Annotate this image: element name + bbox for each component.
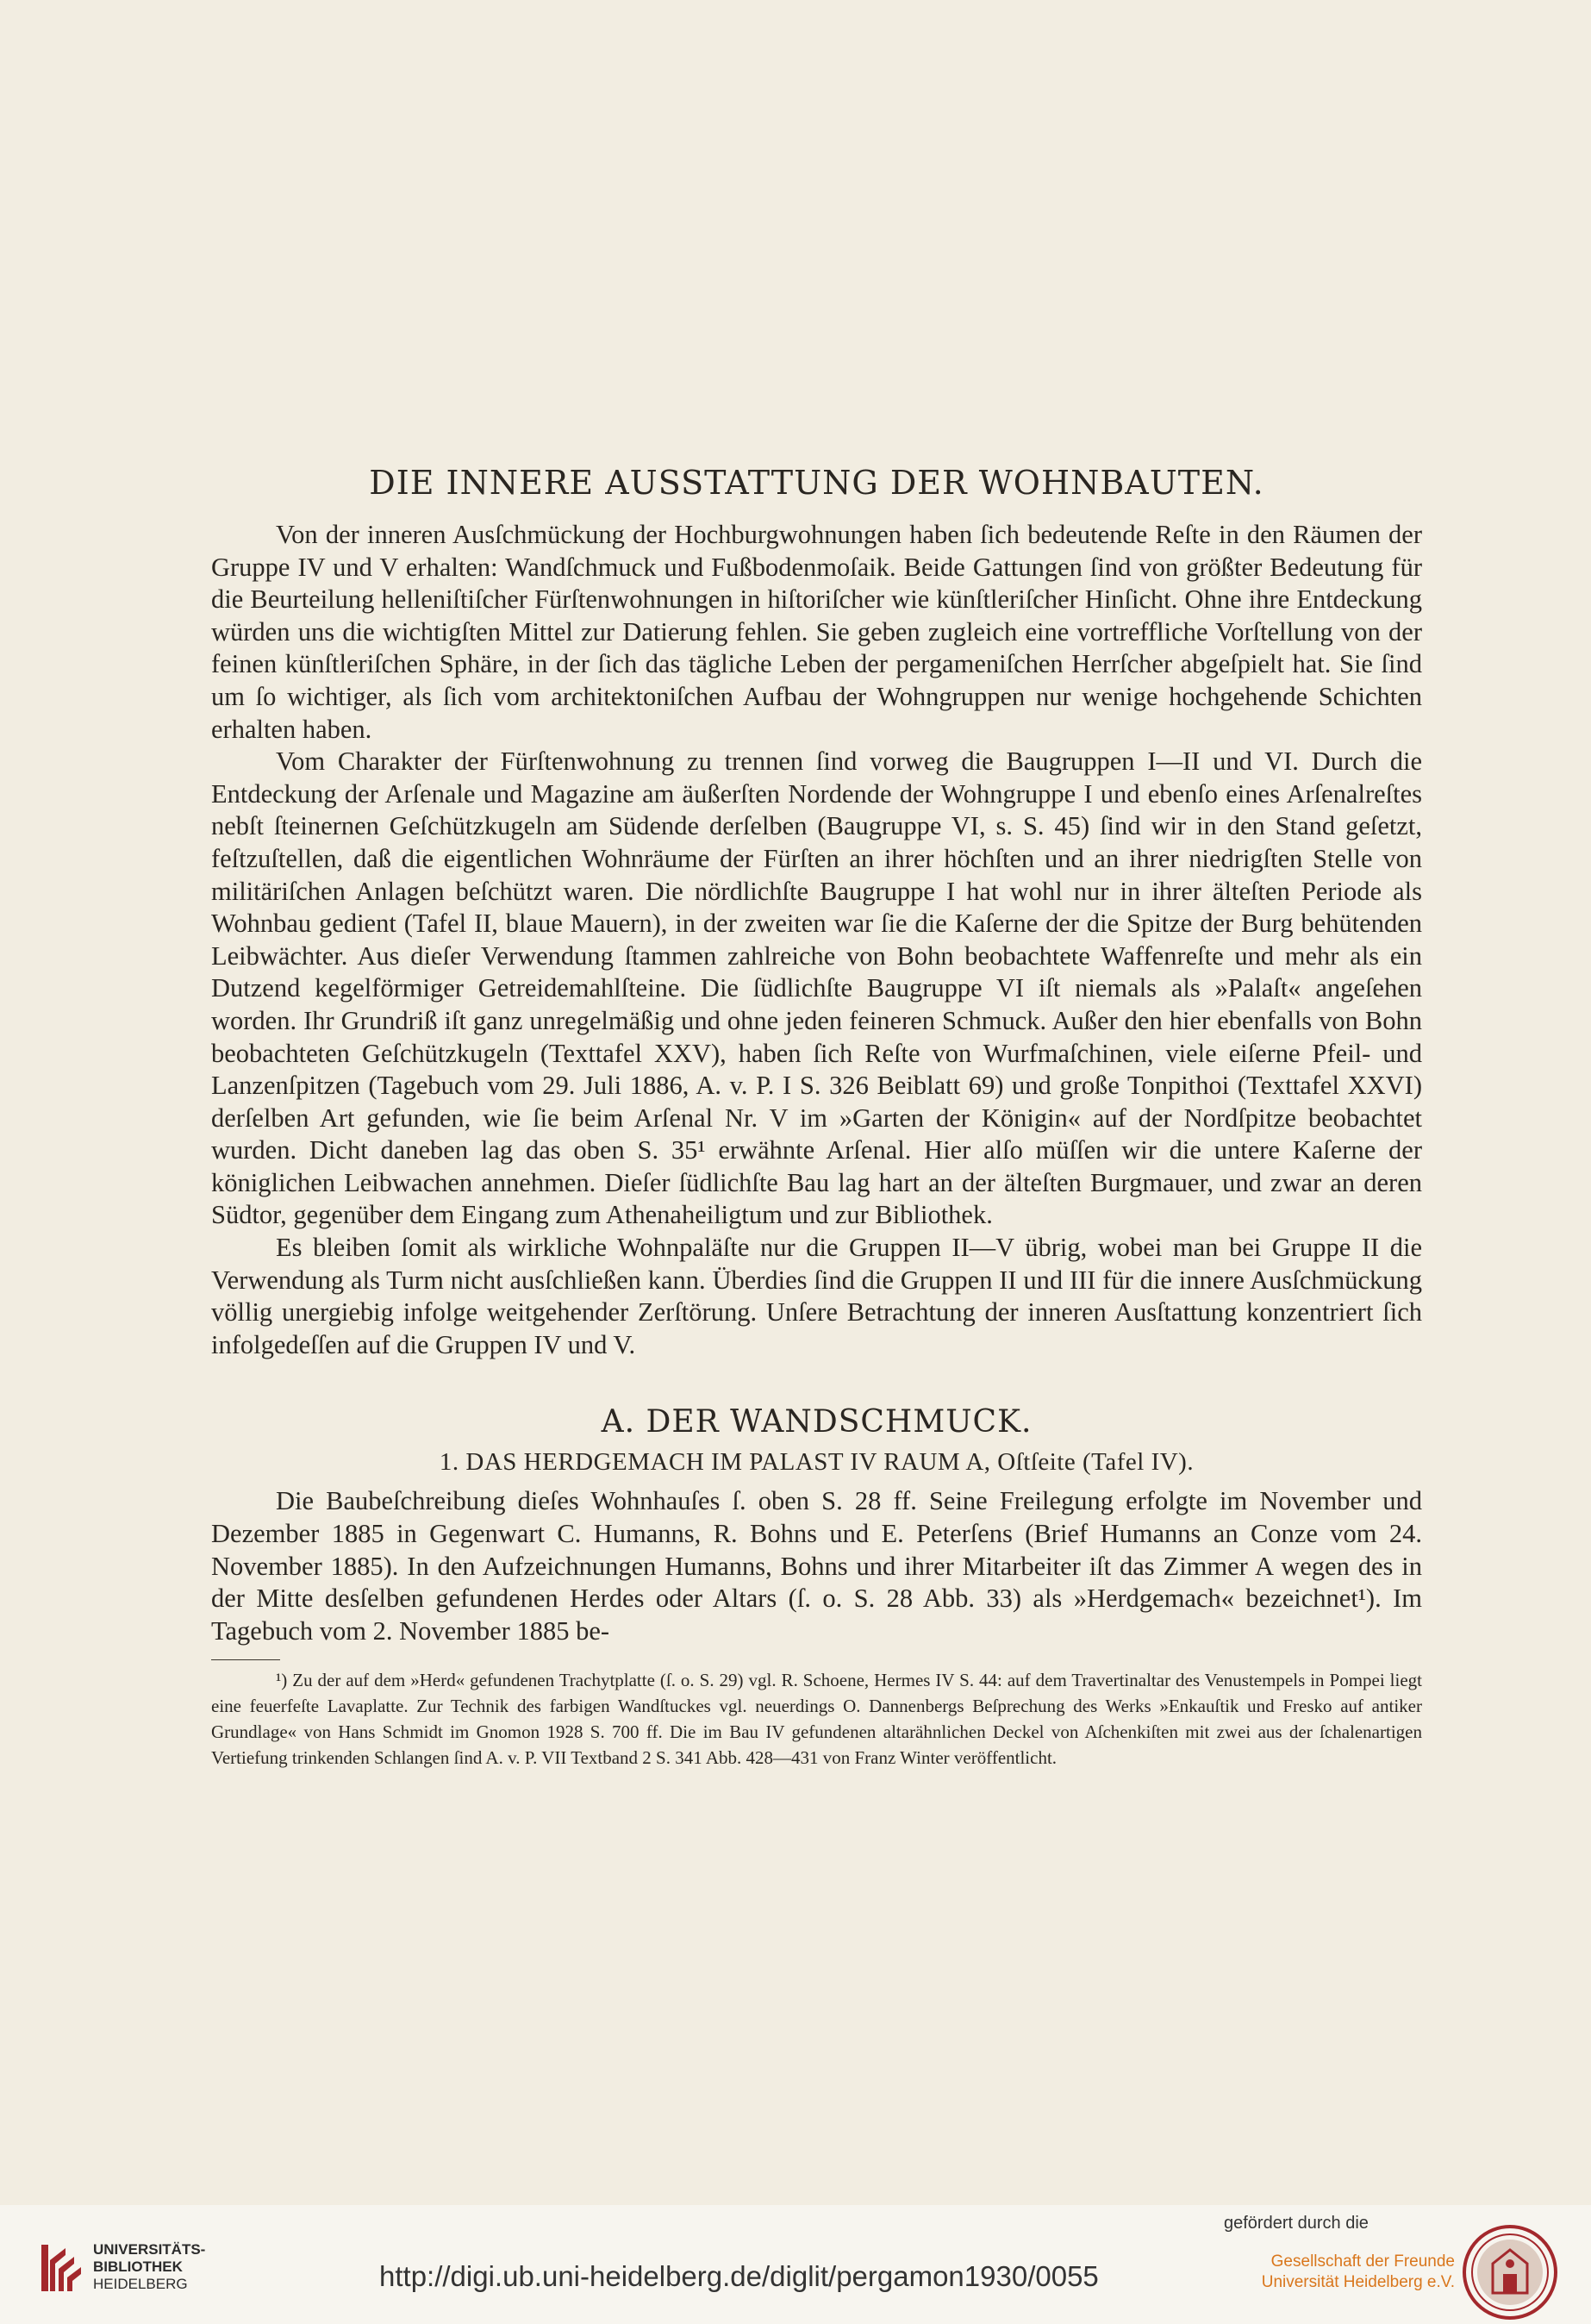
society-name-line2: Universität Heidelberg e.V. (1261, 2273, 1455, 2291)
library-name-line3: HEIDELBERG (93, 2276, 188, 2292)
university-seal-icon (1462, 2224, 1558, 2321)
footnote-divider (211, 1659, 280, 1660)
subsection-title: 1. DAS HERDGEMACH IM PALAST IV RAUM A, Oſtſeite (Tafel IV). (439, 1448, 1195, 1477)
paragraph-2: Vom Charakter der Fürſtenwohnung zu trennen ſind vorweg die Baugruppen I—II und VI. Durch die Entdeckung der Arſenale und Magazine am äußerſten Nordende der Wohngruppe I und ebenſo eines Arſenalreſtes nebſt ſteinernen Geſchützkugeln am Südende derſelben (Baugruppe VI, s. S. 45) ſind wir in den Stand geſetzt, feſtzuſtellen, daß die eigentlichen Wohnräume der Fürſten an ihrer höchſten und an ihrer niedrigſten Stelle von militäriſchen Anlagen beſchützt waren. Die nördlichſte Baugruppe I hat wohl nur in ihrer älteſten Periode als Wohnbau gedient (Tafel II, blaue Mauern), in der zweiten war ſie die Kaſerne der die Spitze der Burg behütenden Leibwächter. Aus dieſer Verwendung ſtammen zahlreiche von Bohn beobachtete Waffenreſte und mehr als ein Dutzend kegelförmiger Getreidemahlſteine. Die ſüdlichſte Baugruppe VI iſt niemals als »Palaſt« angeſehen worden. Ihr Grundriß iſt ganz unregelmäßig und ohne jeden feineren Schmuck. Außer den hier ebenfalls von Bohn beobachteten Geſchützkugeln (Texttafel XXV), haben ſich Reſte von Wurfmaſchinen, viele eiſerne Pfeil- und Lanzenſpitzen (Tagebuch vom 29. Juli 1886, A. v. P. I S. 326 Beiblatt 69) und große Tonpithoi (Texttafel XXVI) derſelben Art gefunden, wie ſie beim Arſenal Nr. V im »Garten der Königin« auf der Nordſpitze beobachtet wurden. Dicht daneben lag das oben S. 35¹ erwähnte Arſenal. Hier alſo müſſen wir die untere Kaſerne der königlichen Leibwachen annehmen. Dieſer ſüdlichſte Bau lag hart an der älteſten Burgmauer, und zwar an deren Südtor, gegenüber dem Eingang zum Athenaheiligtum und zur Bibliothek. (211, 747, 1422, 1230)
digital-url-link[interactable]: http://digi.ub.uni-heidelberg.de/diglit/pergamon1930/0055 (379, 2260, 1099, 2292)
society-name (1196, 2252, 1455, 2293)
library-logo-icon (40, 2241, 83, 2295)
library-name-line2: BIBLIOTHEK (93, 2258, 183, 2275)
library-name-line1: UNIVERSITÄTS- (93, 2241, 206, 2258)
funded-by-label: gefördert durch die (1224, 2214, 1369, 2233)
section-title: A. DER WANDSCHMUCK. (601, 1404, 1033, 1440)
paragraph-3: Es bleiben ſomit als wirkliche Wohnpaläſte nur die Gruppen II—V übrig, wobei man bei Gruppe II die Verwendung als Turm nicht ausſchließen kann. Überdies ſind die Gruppen II und III für die innere Ausſchmückung völlig unergiebig infolge weitgehender Zerſtörung. Unſere Betrachtung der inneren Ausſtattung konzentriert ſich infolgedeſſen auf die Gruppen IV und V. (211, 1233, 1422, 1359)
paragraph-1: Von der inneren Ausſchmückung der Hochburgwohnungen haben ſich bedeutende Reſte in den Räumen der Gruppe IV und V erhalten: Wandſchmuck und Fußbodenmoſaik. Beide Gattungen ſind von größter Bedeutung für die Beurteilung helleniſtiſcher Fürſtenwohnungen in hiſtoriſcher wie künſtleriſcher Hinſicht. Ohne ihre Entdeckung würden uns die wichtigſten Mittel zur Datierung fehlen. Sie geben zugleich eine vortreffliche Vorſtellung von der feinen künſtleriſchen Sphäre, in der ſich das tägliche Leben der pergameniſchen Herrſcher abgeſpielt hat. Sie ſind um ſo wichtiger, als ſich vom architektoniſchen Aufbau der Wohngruppen nur wenige hochgehende Schichten erhalten haben. (211, 520, 1422, 744)
library-name (93, 2241, 205, 2293)
chapter-title: DIE INNERE AUSSTATTUNG DER WOHNBAUTEN. (369, 464, 1264, 502)
page-content (211, 464, 1422, 1771)
footnote: ¹) Zu der auf dem »Herd« gefundenen Trachytplatte (ſ. o. S. 29) vgl. R. Schoene, Hermes IV S. 44: auf dem Travertinaltar des Venustempels in Pompei liegt eine feuerfeſte Lavaplatte. Zur Technik des farbigen Wandſtuckes vgl. neuerdings O. Dannenbergs Beſprechung des Werks »Enkauſtik und Fresko auf antiker Grundlage« von Hans Schmidt im Gnomon 1928 S. 700 ff. Die im Bau IV gefundenen altarähnlichen Deckel von Aſchenkiſten mit zwei aus der ſchalenartigen Vertiefung trinkenden Schlangen ſind A. v. P. VII Textband 2 S. 341 Abb. 428—431 von Franz Winter veröffentlicht. (211, 1670, 1422, 1769)
paragraph-4: Die Baubeſchreibung dieſes Wohnhauſes ſ. oben S. 28 ff. Seine Freilegung erfolgte im November und Dezember 1885 in Gegenwart C. Humanns, R. Bohns und E. Peterſens (Brief Humanns an Conze vom 24. November 1885). In den Aufzeichnungen Humanns, Bohns und ihrer Mitarbeiter iſt das Zimmer A wegen des in der Mitte desſelben gefundenen Herdes oder Altars (ſ. o. S. 28 Abb. 33) als »Herdgemach« bezeichnet¹). Im Tagebuch vom 2. November 1885 be- (211, 1486, 1422, 1646)
society-name-line1: Gesellschaft der Freunde (1270, 2252, 1455, 2271)
